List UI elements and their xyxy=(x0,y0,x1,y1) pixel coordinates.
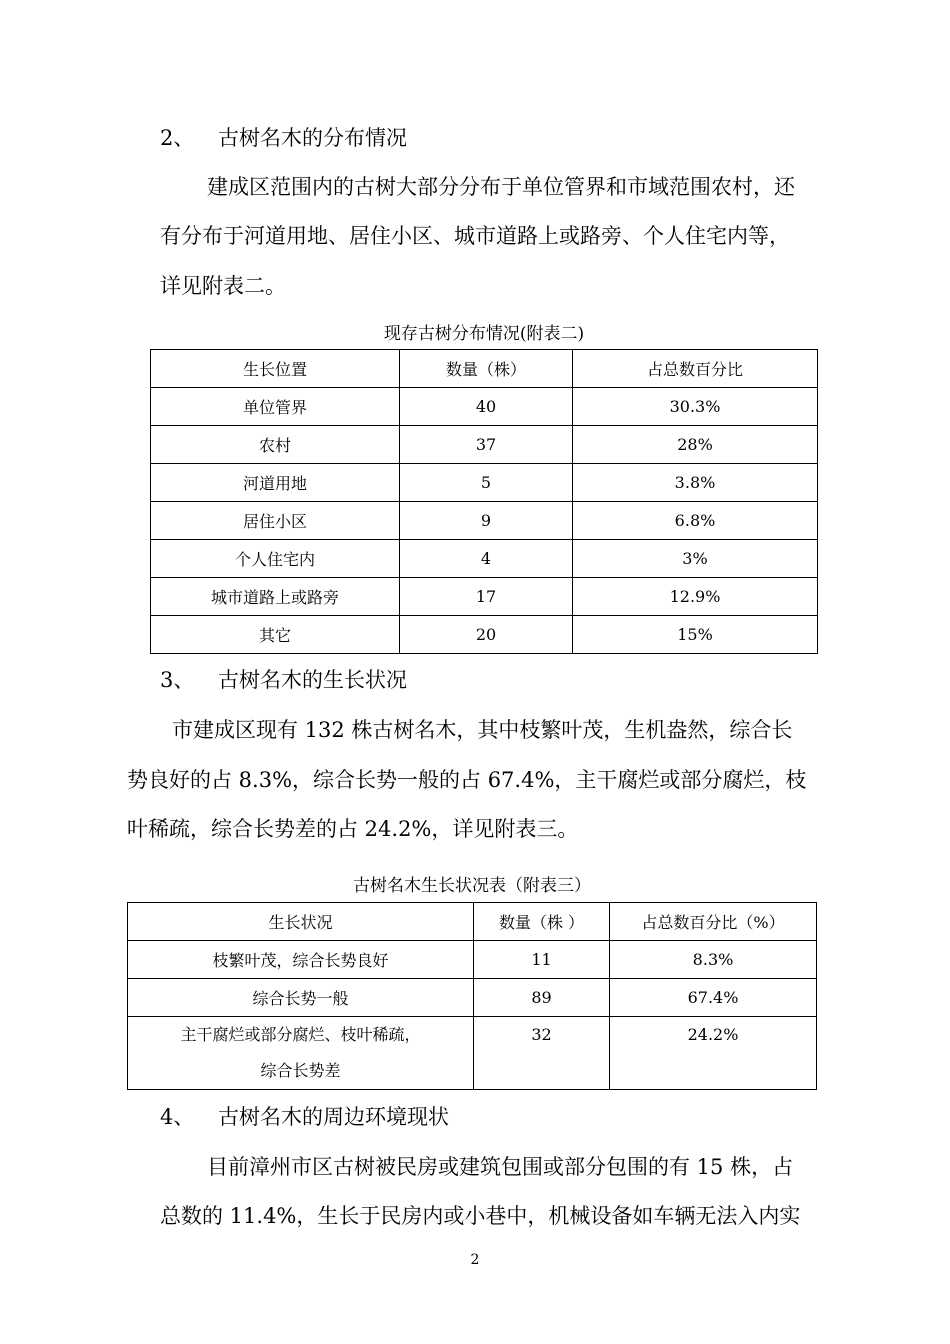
section-3-heading xyxy=(160,664,407,694)
table-cell: 5 xyxy=(400,464,573,502)
table-cell: 67.4% xyxy=(610,979,817,1017)
table-cell: 37 xyxy=(400,426,573,464)
table-cell: 89 xyxy=(474,979,610,1017)
table-cell: 居住小区 xyxy=(151,502,400,540)
cell-line: 综合长势差 xyxy=(260,1061,341,1080)
table-header-row xyxy=(151,350,818,388)
table-cell: 6.8% xyxy=(573,502,818,540)
cell-line: 24.2% xyxy=(687,1025,739,1044)
section-3-line-2: 势良好的占 8.3%，综合长势一般的占 67.4%，主干腐烂或部分腐烂，枝 xyxy=(127,768,807,792)
table-cell: 20 xyxy=(400,616,573,654)
table-cell: 单位管界 xyxy=(151,388,400,426)
table-2 xyxy=(150,349,818,654)
table-row xyxy=(128,941,817,979)
table-cell: 40 xyxy=(400,388,573,426)
section-3-line-1: 市建成区现有 132 株古树名木，其中枝繁叶茂，生机盎然，综合长 xyxy=(172,718,793,742)
table-cell: 其它 xyxy=(151,616,400,654)
table-cell: 农村 xyxy=(151,426,400,464)
table-cell xyxy=(610,1017,817,1090)
table-cell: 河道用地 xyxy=(151,464,400,502)
table-cell: 30.3% xyxy=(573,388,818,426)
header-cell: 生长状况 xyxy=(128,903,474,941)
table-2-caption: 现存古树分布情况(附表二) xyxy=(383,324,585,344)
cell-line: 主干腐烂或部分腐烂、枝叶稀疏， xyxy=(180,1025,421,1044)
table-cell: 枝繁叶茂，综合长势良好 xyxy=(128,941,474,979)
table-cell: 综合长势一般 xyxy=(128,979,474,1017)
section-2-line-1: 建成区范围内的古树大部分分布于单位管界和市域范围农村，还 xyxy=(207,175,795,199)
table-cell: 4 xyxy=(400,540,573,578)
section-3-title: 古树名木的生长状况 xyxy=(218,668,407,692)
section-4-title: 古树名木的周边环境现状 xyxy=(218,1105,449,1129)
table-row xyxy=(151,464,818,502)
table-row xyxy=(151,616,818,654)
table-row xyxy=(151,426,818,464)
table-cell: 8.3% xyxy=(610,941,817,979)
table-row xyxy=(151,502,818,540)
table-cell: 3% xyxy=(573,540,818,578)
table-3 xyxy=(127,902,817,1090)
section-2-line-2: 有分布于河道用地、居住小区、城市道路上或路旁、个人住宅内等， xyxy=(160,224,790,248)
section-2-title: 古树名木的分布情况 xyxy=(218,126,407,150)
header-cell: 生长位置 xyxy=(151,350,400,388)
section-4-line-1: 目前漳州市区古树被民房或建筑包围或部分包围的有 15 株，占 xyxy=(207,1155,794,1179)
header-cell: 数量（株） xyxy=(400,350,573,388)
header-cell: 占总数百分比（%） xyxy=(610,903,817,941)
page-number: 2 xyxy=(470,1252,480,1268)
table-row xyxy=(128,979,817,1017)
table-header-row xyxy=(128,903,817,941)
table-cell: 3.8% xyxy=(573,464,818,502)
section-2-heading xyxy=(160,122,407,152)
section-2-number: 2、 xyxy=(160,126,195,150)
section-4-number: 4、 xyxy=(160,1105,195,1129)
table-cell: 17 xyxy=(400,578,573,616)
cell-line: 32 xyxy=(531,1025,552,1044)
table-cell: 个人住宅内 xyxy=(151,540,400,578)
table-cell xyxy=(128,1017,474,1090)
table-row xyxy=(151,388,818,426)
section-4-line-2: 总数的 11.4%，生长于民房内或小巷中，机械设备如车辆无法入内实 xyxy=(160,1204,801,1228)
table-row xyxy=(128,1017,817,1090)
header-cell: 占总数百分比 xyxy=(573,350,818,388)
table-cell xyxy=(474,1017,610,1090)
table-3-caption: 古树名木生长状况表（附表三） xyxy=(353,876,591,896)
section-3-line-3: 叶稀疏，综合长势差的占 24.2%，详见附表三。 xyxy=(127,817,579,841)
table-cell: 11 xyxy=(474,941,610,979)
table-row xyxy=(151,578,818,616)
section-2-line-3: 详见附表二。 xyxy=(160,274,286,298)
table-cell: 城市道路上或路旁 xyxy=(151,578,400,616)
table-row xyxy=(151,540,818,578)
header-cell: 数量（株 ） xyxy=(474,903,610,941)
section-3-number: 3、 xyxy=(160,668,195,692)
table-cell: 12.9% xyxy=(573,578,818,616)
table-cell: 15% xyxy=(573,616,818,654)
table-cell: 9 xyxy=(400,502,573,540)
table-cell: 28% xyxy=(573,426,818,464)
section-4-heading xyxy=(160,1101,449,1131)
